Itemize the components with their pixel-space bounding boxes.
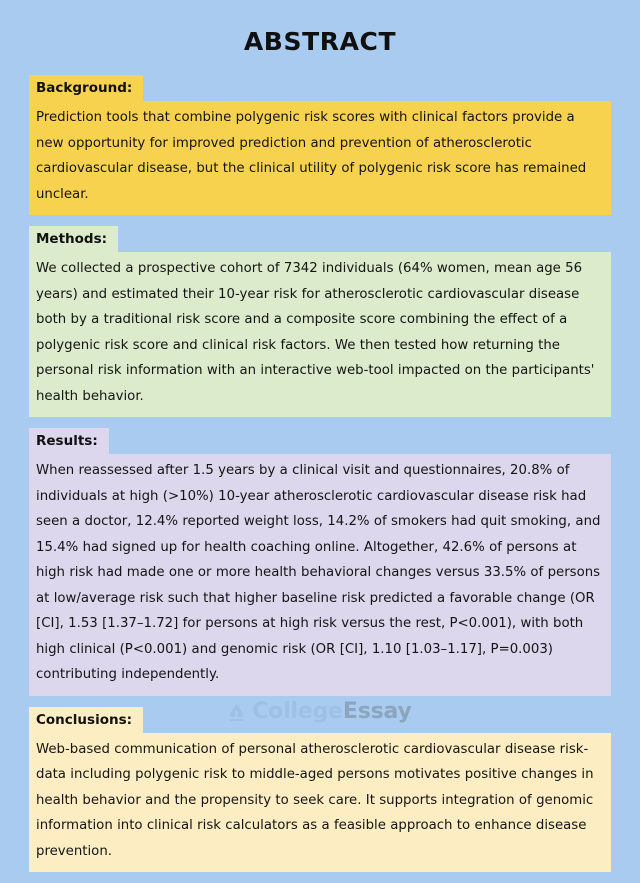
footer-branding [0,701,640,723]
section-background [29,75,611,215]
section-text-results: When reassessed after 1.5 years by a clinical visit and questionnaires, 20.8% of individuals at high (>10%) 10-year atherosclerotic cardiovascular disease risk had seen a doctor, 12.4% reported weight loss, 14.2% of smokers had quit smoking, and 15.4% had signed up for health coaching online. Altogether, 42.6% of persons at high risk had made one or more health behavioral changes versus 33.5% of persons at low/average risk such that higher baseline risk predicted a favorable change (OR [CI], 1.53 [1.37–1.72] for persons at high risk versus the rest, P<0.001), with both high clinical (P<0.001) and genomic risk (OR [CI], 1.10 [1.03–1.17], P=0.003) contributing independently. [29,454,611,696]
footer-logo-college: College [252,699,343,724]
section-label-conclusions: Conclusions: [29,707,143,733]
section-label-background: Background: [29,75,143,101]
section-text-conclusions: Web-based communication of personal atherosclerotic cardiovascular disease risk-data including polygenic risk to middle-aged persons motivates positive changes in health behavior and the propensity to seek care. It supports integration of genomic information into clinical risk calculators as a feasible approach to enhance disease prevention. [29,733,611,873]
section-results [29,428,611,696]
section-text-methods: We collected a prospective cohort of 7342 individuals (64% women, mean age 56 years) and estimated their 10-year risk for atherosclerotic cardiovascular disease both by a traditional risk score and a composite score combining the effect of a polygenic risk score and clinical risk factors. We then tested how returning the personal risk information with an interactive web-tool impacted on the participants' health behavior. [29,252,611,417]
section-text-background: Prediction tools that combine polygenic risk scores with clinical factors provide a new opportunity for improved prediction and prevention of atherosclerotic cardiovascular disease, but the clinical utility of polygenic risk score has remained unclear. [29,101,611,215]
section-label-row [29,428,611,454]
section-label-results: Results: [29,428,109,454]
page-title: ABSTRACT [243,27,397,56]
footer-logo-essay: Essay [342,699,412,724]
section-methods [29,226,611,417]
section-label-row [29,75,611,101]
abstract-sections [0,75,640,883]
footer-logo-text [252,701,411,723]
section-conclusions [29,707,611,873]
section-label-methods: Methods: [29,226,118,252]
pen-nib-icon [228,703,245,724]
section-label-row [29,226,611,252]
